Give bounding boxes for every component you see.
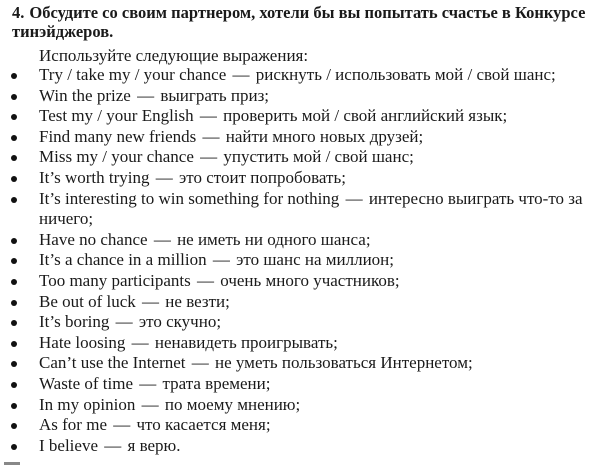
- bullet-icon: [11, 176, 17, 182]
- phrase-item: [0, 168, 607, 189]
- bullet-icon: [11, 444, 17, 450]
- phrase-item: [0, 312, 607, 333]
- phrase-item: [0, 250, 607, 271]
- phrase-separator: —: [232, 65, 250, 84]
- phrase-separator: —: [115, 312, 133, 332]
- phrase-english: As for me: [39, 415, 107, 435]
- phrase-separator: —: [137, 85, 155, 105]
- phrase-english: Try / take my / your chance: [39, 65, 227, 84]
- bullet-icon: [11, 258, 17, 264]
- phrase-russian: что касается меня;: [136, 415, 271, 435]
- phrase-english: Can’t use the Internet: [39, 353, 186, 373]
- bullet-icon: [11, 341, 17, 347]
- phrase-russian: это скучно;: [138, 312, 222, 332]
- phrase-russian: не везти;: [165, 291, 230, 311]
- phrase-russian: проверить мой / свой английский язык;: [223, 106, 508, 126]
- phrase-separator: —: [142, 291, 160, 311]
- phrase-separator: —: [197, 270, 215, 290]
- phrase-item: [0, 65, 607, 86]
- phrase-english: In my opinion: [39, 394, 136, 414]
- bullet-icon: [11, 155, 17, 161]
- phrase-english: It’s worth trying: [39, 167, 150, 187]
- phrase-separator: —: [131, 332, 149, 352]
- phrase-item: [0, 292, 607, 313]
- phrase-separator: —: [153, 229, 171, 249]
- phrase-english: Test my / your English: [39, 106, 194, 126]
- phrase-item: [0, 127, 607, 148]
- phrase-separator: —: [212, 250, 230, 270]
- phrase-item: [0, 271, 607, 292]
- phrase-russian: упустить мой / свой шанс;: [223, 147, 414, 167]
- phrase-item: [0, 395, 607, 416]
- phrase-item: [0, 436, 607, 457]
- phrase-separator: —: [202, 126, 220, 146]
- phrase-english: Have no chance: [39, 229, 148, 249]
- phrase-english: Win the prize: [39, 85, 131, 105]
- phrase-english: Too many participants: [39, 270, 191, 290]
- instruction-text: Используйте следующие выражения:: [39, 46, 309, 65]
- phrase-russian: не уметь пользоваться Интернетом;: [215, 353, 473, 373]
- bullet-icon: [11, 403, 17, 409]
- phrase-russian: выиграть приз;: [160, 85, 270, 105]
- bullet-icon: [11, 135, 17, 141]
- phrase-list: [0, 65, 607, 456]
- phrase-english: Be out of luck: [39, 291, 136, 311]
- task-number: 4.: [12, 3, 25, 22]
- bullet-icon: [11, 73, 17, 79]
- phrase-russian: по моему мнению;: [164, 394, 301, 414]
- phrase-russian: интересно выиграть что-то за ничего;: [39, 188, 583, 229]
- phrase-english: It’s boring: [39, 312, 110, 332]
- phrase-russian: это шанс на миллион;: [236, 250, 395, 270]
- phrase-english: Miss my / your chance: [39, 147, 194, 167]
- bullet-icon: [11, 94, 17, 100]
- phrase-item: [0, 353, 607, 374]
- phrase-english: Hate loosing: [39, 332, 126, 352]
- phrase-russian: очень много участников;: [220, 270, 400, 290]
- bullet-icon: [11, 320, 17, 326]
- bullet-icon: [11, 238, 17, 244]
- task-heading: [12, 3, 600, 41]
- phrase-item: [0, 415, 607, 436]
- phrase-english: It’s interesting to win something for nothing: [39, 188, 340, 208]
- phrase-russian: ненавидеть проигрывать;: [154, 332, 338, 352]
- phrase-item: [0, 189, 607, 230]
- bullet-icon: [11, 197, 17, 203]
- phrase-separator: —: [199, 106, 217, 126]
- phrase-russian: найти много новых друзей;: [225, 126, 424, 146]
- phrase-item: [0, 86, 607, 107]
- phrase-item: [0, 147, 607, 168]
- page-footer-mark: [4, 462, 20, 465]
- phrase-russian: не иметь ни одного шанса;: [177, 229, 371, 249]
- phrase-english: It’s a chance in a million: [39, 250, 207, 270]
- phrase-english: Waste of time: [39, 373, 133, 393]
- phrase-english: I believe: [39, 435, 98, 455]
- phrase-item: [0, 230, 607, 251]
- phrase-item: [0, 106, 607, 127]
- phrase-russian: я верю.: [127, 435, 181, 455]
- bullet-icon: [11, 423, 17, 429]
- phrase-separator: —: [141, 394, 159, 414]
- phrase-russian: это стоит попробовать;: [179, 167, 346, 187]
- task-heading-text: Обсудите со своим партнером, хотели бы вы попытать счастье в Конкурсе тинэйджеров.: [12, 3, 586, 41]
- bullet-icon: [11, 114, 17, 120]
- phrase-item: [0, 374, 607, 395]
- phrase-separator: —: [113, 415, 131, 435]
- phrase-separator: —: [155, 167, 173, 187]
- bullet-icon: [11, 279, 17, 285]
- phrase-separator: —: [191, 353, 209, 373]
- bullet-icon: [11, 361, 17, 367]
- bullet-icon: [11, 382, 17, 388]
- phrase-russian: рискнуть / использовать мой / свой шанс;: [255, 65, 556, 84]
- bullet-icon: [11, 300, 17, 306]
- phrase-russian: трата времени;: [162, 373, 271, 393]
- phrase-english: Find many new friends: [39, 126, 197, 146]
- phrase-separator: —: [104, 435, 122, 455]
- phrase-item: [0, 333, 607, 354]
- phrase-separator: —: [200, 147, 218, 167]
- phrase-separator: —: [345, 188, 363, 208]
- phrase-separator: —: [139, 373, 157, 393]
